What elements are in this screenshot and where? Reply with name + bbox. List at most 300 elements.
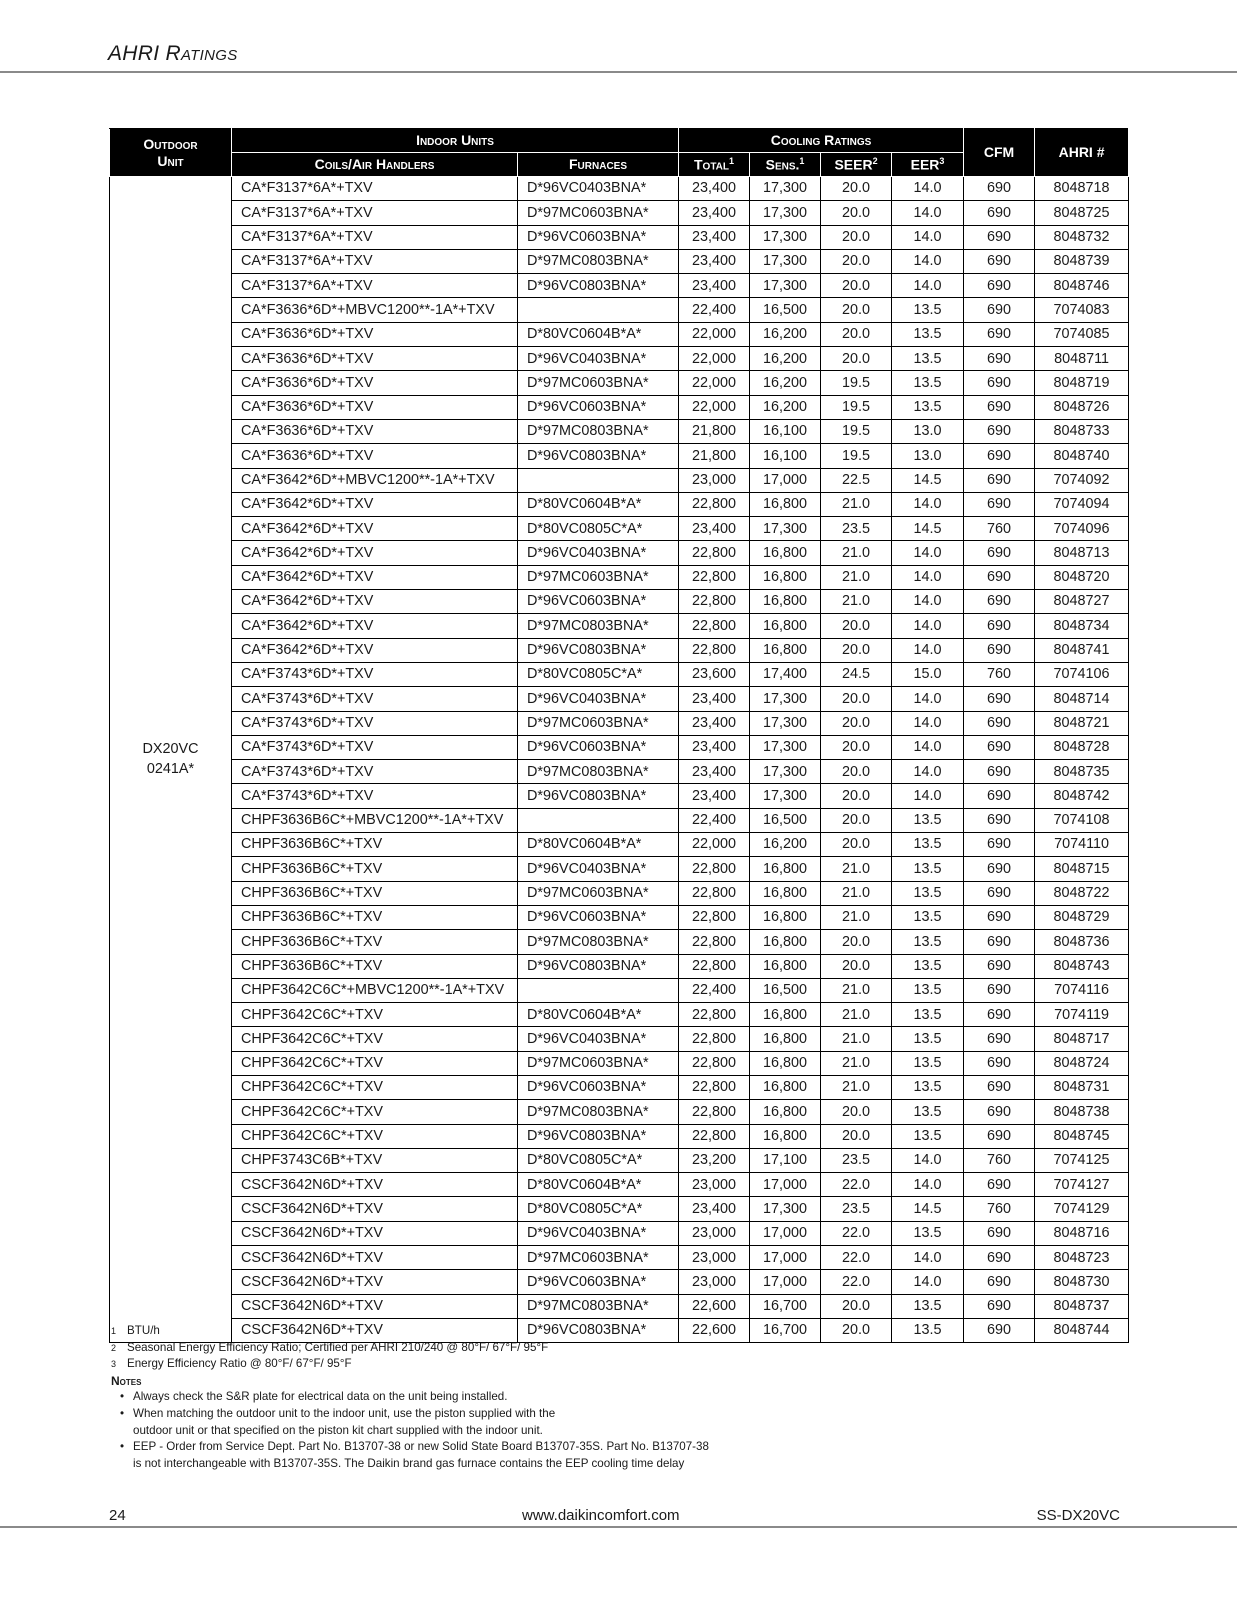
notes-list: [111, 1389, 811, 1472]
eer-cell: 13.5: [892, 930, 964, 954]
ahri-cell: 8048745: [1035, 1124, 1129, 1148]
footnote-text: BTU/h: [127, 1324, 160, 1337]
eer-cell: 14.0: [892, 590, 964, 614]
cfm-cell: 690: [964, 492, 1035, 516]
cfm-cell: 690: [964, 1246, 1035, 1270]
website-link[interactable]: www.daikincomfort.com: [522, 1507, 680, 1524]
note-text: EEP - Order from Service Dept. Part No. B13707-38 or new Solid State Board B13707-35S. Part No. B13707-38: [133, 1440, 709, 1454]
eer-cell: 13.5: [892, 1003, 964, 1027]
eer-cell: 14.0: [892, 225, 964, 249]
cfm-cell: 690: [964, 711, 1035, 735]
sens-cell: 16,800: [750, 905, 821, 929]
coil-cell: CA*F3642*6D*+TXV: [232, 638, 518, 662]
coil-cell: CA*F3636*6D*+TXV: [232, 371, 518, 395]
note-item: [111, 1439, 811, 1456]
furnace-cell: D*80VC0805C*A*: [518, 517, 679, 541]
cfm-cell: 690: [964, 735, 1035, 759]
note-item: [111, 1406, 811, 1423]
cfm-cell: 760: [964, 1148, 1035, 1172]
table-row: [110, 565, 1129, 589]
sens-cell: 16,800: [750, 1051, 821, 1075]
total-cell: 23,400: [679, 735, 750, 759]
coil-cell: CA*F3743*6D*+TXV: [232, 784, 518, 808]
coil-cell: CA*F3743*6D*+TXV: [232, 711, 518, 735]
eer-cell: 13.5: [892, 978, 964, 1002]
sens-cell: 16,500: [750, 808, 821, 832]
coil-cell: CHPF3642C6C*+TXV: [232, 1124, 518, 1148]
coil-cell: CHPF3642C6C*+TXV: [232, 1003, 518, 1027]
seer-cell: 24.5: [821, 662, 892, 686]
ahri-cell: 8048730: [1035, 1270, 1129, 1294]
notes-heading: Notes: [111, 1373, 142, 1388]
ahri-cell: 7074125: [1035, 1148, 1129, 1172]
sens-cell: 16,700: [750, 1294, 821, 1318]
cfm-cell: 690: [964, 371, 1035, 395]
furnace-cell: D*96VC0403BNA*: [518, 1221, 679, 1245]
table-body: [110, 177, 1129, 1343]
total-cell: 22,600: [679, 1294, 750, 1318]
furnace-cell: D*96VC0603BNA*: [518, 735, 679, 759]
sens-header: Sens.$^1$: [750, 153, 821, 177]
sens-cell: 16,200: [750, 833, 821, 857]
outdoor-unit-header: Outdoor Unit: [110, 129, 232, 177]
coil-cell: CA*F3642*6D*+TXV: [232, 541, 518, 565]
total-cell: 22,800: [679, 954, 750, 978]
table-row: [110, 468, 1129, 492]
bullet-icon: [111, 1423, 133, 1440]
total-cell: 22,800: [679, 492, 750, 516]
total-cell: 22,800: [679, 638, 750, 662]
ahri-cell: 8048720: [1035, 565, 1129, 589]
seer-cell: 20.0: [821, 711, 892, 735]
ahri-cell: 8048739: [1035, 249, 1129, 273]
sens-cell: 17,000: [750, 1270, 821, 1294]
cfm-cell: 690: [964, 468, 1035, 492]
footnote-mark: 3: [111, 1359, 117, 1370]
footnote-text: Energy Efficiency Ratio @ 80°F/ 67°F/ 95°F: [127, 1357, 352, 1371]
total-cell: 23,400: [679, 225, 750, 249]
note-text: Always check the S&R plate for electrical data on the unit being installed.: [133, 1390, 508, 1404]
total-cell: 22,800: [679, 1075, 750, 1099]
table-row: [110, 735, 1129, 759]
bullet-icon: •: [119, 1440, 125, 1454]
table-row: [110, 201, 1129, 225]
coil-cell: CHPF3642C6C*+TXV: [232, 1075, 518, 1099]
outdoor-unit-line: 0241A*: [146, 760, 195, 777]
eer-cell: 13.5: [892, 395, 964, 419]
page-title: AHRI Ratings: [108, 42, 238, 65]
footnote-mark: 2: [111, 1342, 117, 1353]
total-cell: 23,400: [679, 784, 750, 808]
coil-cell: CSCF3642N6D*+TXV: [232, 1197, 518, 1221]
eer-cell: 13.5: [892, 298, 964, 322]
coil-cell: CA*F3636*6D*+TXV: [232, 419, 518, 443]
coil-cell: CA*F3636*6D*+TXV: [232, 347, 518, 371]
eer-cell: 13.5: [892, 1051, 964, 1075]
furnace-cell: D*97MC0803BNA*: [518, 614, 679, 638]
cfm-cell: 690: [964, 930, 1035, 954]
cfm-cell: 690: [964, 1221, 1035, 1245]
seer-cell: 22.0: [821, 1270, 892, 1294]
eer-cell: 14.0: [892, 249, 964, 273]
outdoor-unit-line: DX20VC: [142, 741, 199, 758]
table-row: [110, 1051, 1129, 1075]
seer-cell: 23.5: [821, 517, 892, 541]
coil-cell: CHPF3636B6C*+TXV: [232, 881, 518, 905]
coil-cell: CA*F3636*6D*+TXV: [232, 322, 518, 346]
cfm-cell: 690: [964, 1124, 1035, 1148]
furnace-cell: D*96VC0403BNA*: [518, 177, 679, 201]
sens-cell: 17,000: [750, 1246, 821, 1270]
sens-cell: 17,300: [750, 201, 821, 225]
table-row: [110, 784, 1129, 808]
sens-cell: 16,200: [750, 395, 821, 419]
ahri-cell: 8048737: [1035, 1294, 1129, 1318]
seer-header: SEER$^2$: [821, 153, 892, 177]
seer-cell: 22.0: [821, 1173, 892, 1197]
seer-cell: 20.0: [821, 808, 892, 832]
table-row: [110, 1075, 1129, 1099]
coil-cell: CA*F3137*6A*+TXV: [232, 274, 518, 298]
eer-cell: 13.5: [892, 1027, 964, 1051]
ahri-cell: 8048731: [1035, 1075, 1129, 1099]
ahri-cell: 8048733: [1035, 419, 1129, 443]
sens-cell: 16,800: [750, 881, 821, 905]
sens-cell: 16,800: [750, 930, 821, 954]
ahri-cell: 8048728: [1035, 735, 1129, 759]
coil-cell: CA*F3642*6D*+TXV: [232, 590, 518, 614]
coil-cell: CA*F3137*6A*+TXV: [232, 249, 518, 273]
coil-cell: CA*F3636*6D*+TXV: [232, 444, 518, 468]
cfm-cell: 690: [964, 857, 1035, 881]
seer-cell: 20.0: [821, 274, 892, 298]
furnace-cell: D*97MC0803BNA*: [518, 1294, 679, 1318]
total-cell: 23,000: [679, 1270, 750, 1294]
furnace-cell: D*96VC0403BNA*: [518, 1027, 679, 1051]
eer-cell: 14.5: [892, 1197, 964, 1221]
total-cell: 23,400: [679, 711, 750, 735]
indoor-units-header: Indoor Units: [232, 129, 679, 153]
coil-cell: CHPF3642C6C*+TXV: [232, 1100, 518, 1124]
table-row: [110, 954, 1129, 978]
table-row: [110, 1148, 1129, 1172]
sens-cell: 16,800: [750, 954, 821, 978]
cfm-cell: 690: [964, 322, 1035, 346]
furnace-cell: D*96VC0803BNA*: [518, 274, 679, 298]
sens-cell: 16,200: [750, 347, 821, 371]
total-cell: 22,800: [679, 905, 750, 929]
eer-cell: 14.0: [892, 1148, 964, 1172]
coil-cell: CA*F3743*6D*+TXV: [232, 735, 518, 759]
sens-cell: 16,800: [750, 1124, 821, 1148]
sens-cell: 16,800: [750, 1100, 821, 1124]
ahri-cell: 8048721: [1035, 711, 1129, 735]
sens-cell: 16,800: [750, 1075, 821, 1099]
total-cell: 22,000: [679, 322, 750, 346]
furnace-cell: D*96VC0803BNA*: [518, 954, 679, 978]
total-cell: 22,800: [679, 565, 750, 589]
furnace-cell: D*96VC0603BNA*: [518, 1270, 679, 1294]
table-row: [110, 833, 1129, 857]
furnace-cell: D*97MC0603BNA*: [518, 565, 679, 589]
page-number: 24: [109, 1507, 126, 1524]
coil-cell: CHPF3642C6C*+TXV: [232, 1051, 518, 1075]
seer-cell: 20.0: [821, 201, 892, 225]
eer-cell: 14.0: [892, 1246, 964, 1270]
sens-cell: 17,300: [750, 711, 821, 735]
furnace-cell: D*96VC0803BNA*: [518, 1318, 679, 1342]
sens-cell: 17,300: [750, 249, 821, 273]
cfm-cell: 690: [964, 225, 1035, 249]
sens-cell: 17,300: [750, 225, 821, 249]
ahri-cell: 8048717: [1035, 1027, 1129, 1051]
total-cell: 23,400: [679, 274, 750, 298]
note-item: [111, 1423, 811, 1440]
cfm-cell: 690: [964, 249, 1035, 273]
table-row: [110, 1294, 1129, 1318]
table-row: [110, 590, 1129, 614]
eer-cell: 14.0: [892, 201, 964, 225]
eer-cell: 14.0: [892, 638, 964, 662]
cfm-cell: 690: [964, 1173, 1035, 1197]
ahri-cell: 7074110: [1035, 833, 1129, 857]
furnace-cell: D*96VC0603BNA*: [518, 905, 679, 929]
furnace-cell: D*96VC0403BNA*: [518, 687, 679, 711]
furnace-cell: D*96VC0803BNA*: [518, 444, 679, 468]
seer-cell: 19.5: [821, 444, 892, 468]
ahri-cell: 8048746: [1035, 274, 1129, 298]
seer-cell: 20.0: [821, 930, 892, 954]
coil-cell: CHPF3636B6C*+TXV: [232, 905, 518, 929]
coil-cell: CSCF3642N6D*+TXV: [232, 1318, 518, 1342]
furnace-cell: D*80VC0805C*A*: [518, 662, 679, 686]
table-row: [110, 517, 1129, 541]
cfm-cell: 690: [964, 1003, 1035, 1027]
furnace-cell: D*97MC0803BNA*: [518, 930, 679, 954]
ahri-cell: 8048729: [1035, 905, 1129, 929]
sens-cell: 17,300: [750, 687, 821, 711]
coil-cell: CA*F3743*6D*+TXV: [232, 662, 518, 686]
eer-cell: 13.5: [892, 371, 964, 395]
eer-cell: 13.0: [892, 444, 964, 468]
seer-cell: 22.0: [821, 1221, 892, 1245]
cfm-cell: 690: [964, 1270, 1035, 1294]
ahri-cell: 7074129: [1035, 1197, 1129, 1221]
cfm-cell: 760: [964, 517, 1035, 541]
ahri-cell: 8048722: [1035, 881, 1129, 905]
sens-cell: 16,800: [750, 1003, 821, 1027]
total-cell: 22,800: [679, 857, 750, 881]
total-cell: 22,400: [679, 298, 750, 322]
eer-cell: 14.0: [892, 565, 964, 589]
seer-cell: 22.0: [821, 1246, 892, 1270]
sens-cell: 17,300: [750, 760, 821, 784]
furnace-cell: D*97MC0803BNA*: [518, 249, 679, 273]
furnace-cell: D*96VC0803BNA*: [518, 638, 679, 662]
eer-cell: 13.5: [892, 808, 964, 832]
coil-cell: CHPF3636B6C*+TXV: [232, 954, 518, 978]
total-cell: 22,400: [679, 808, 750, 832]
cfm-cell: 690: [964, 954, 1035, 978]
table-row: [110, 419, 1129, 443]
sens-cell: 16,500: [750, 298, 821, 322]
total-cell: 23,000: [679, 1246, 750, 1270]
eer-cell: 13.5: [892, 954, 964, 978]
eer-cell: 14.0: [892, 614, 964, 638]
footnote: [111, 1356, 811, 1373]
cfm-cell: 760: [964, 1197, 1035, 1221]
footnote-text: Seasonal Energy Efficiency Ratio; Certified per AHRI 210/240 @ 80°F/ 67°F/ 95°F: [127, 1340, 549, 1354]
furnace-cell: D*80VC0805C*A*: [518, 1148, 679, 1172]
ahri-cell: 7074083: [1035, 298, 1129, 322]
table-row: [110, 687, 1129, 711]
coil-cell: CSCF3642N6D*+TXV: [232, 1270, 518, 1294]
cfm-cell: 690: [964, 347, 1035, 371]
cfm-cell: 690: [964, 638, 1035, 662]
eer-cell: 15.0: [892, 662, 964, 686]
ahri-cell: 8048743: [1035, 954, 1129, 978]
coil-cell: CA*F3636*6D*+TXV: [232, 395, 518, 419]
table-row: [110, 347, 1129, 371]
ahri-cell: 8048736: [1035, 930, 1129, 954]
eer-cell: 13.5: [892, 1124, 964, 1148]
seer-cell: 20.0: [821, 1100, 892, 1124]
seer-cell: 21.0: [821, 590, 892, 614]
sens-cell: 17,400: [750, 662, 821, 686]
seer-cell: 20.0: [821, 638, 892, 662]
coil-cell: CSCF3642N6D*+TXV: [232, 1173, 518, 1197]
seer-cell: 20.0: [821, 322, 892, 346]
table-row: [110, 711, 1129, 735]
sens-cell: 17,300: [750, 177, 821, 201]
cfm-cell: 690: [964, 687, 1035, 711]
cfm-cell: 690: [964, 1294, 1035, 1318]
total-cell: 23,400: [679, 1197, 750, 1221]
eer-cell: 13.5: [892, 905, 964, 929]
cfm-cell: 690: [964, 881, 1035, 905]
sens-cell: 17,000: [750, 1173, 821, 1197]
cfm-cell: 690: [964, 978, 1035, 1002]
table-row: [110, 1124, 1129, 1148]
eer-cell: 14.5: [892, 517, 964, 541]
outdoor-unit-cell: [110, 177, 232, 1343]
total-cell: 23,400: [679, 760, 750, 784]
seer-cell: 21.0: [821, 565, 892, 589]
coils-air-handlers-header: Coils/Air Handlers: [232, 153, 518, 177]
coil-cell: CA*F3137*6A*+TXV: [232, 177, 518, 201]
eer-cell: 13.0: [892, 419, 964, 443]
bullet-icon: •: [119, 1406, 125, 1420]
furnace-cell: D*97MC0603BNA*: [518, 711, 679, 735]
table-row: [110, 492, 1129, 516]
table-row: [110, 808, 1129, 832]
furnace-cell: D*96VC0603BNA*: [518, 1075, 679, 1099]
table-row: [110, 857, 1129, 881]
eer-cell: 14.0: [892, 784, 964, 808]
sens-cell: 16,800: [750, 638, 821, 662]
table-row: [110, 1027, 1129, 1051]
eer-cell: 14.0: [892, 177, 964, 201]
eer-cell: 14.0: [892, 274, 964, 298]
header-rule: [0, 71, 1237, 73]
table-row: [110, 274, 1129, 298]
note-text: When matching the outdoor unit to the indoor unit, use the piston supplied with the: [133, 1406, 556, 1420]
sens-cell: 16,800: [750, 590, 821, 614]
ahri-cell: 8048744: [1035, 1318, 1129, 1342]
ahri-cell: 8048714: [1035, 687, 1129, 711]
furnace-cell: D*96VC0403BNA*: [518, 857, 679, 881]
table-row: [110, 225, 1129, 249]
total-cell: 23,400: [679, 687, 750, 711]
furnace-cell: D*80VC0604B*A*: [518, 833, 679, 857]
sens-cell: 16,200: [750, 371, 821, 395]
total-cell: 22,000: [679, 347, 750, 371]
seer-cell: 21.0: [821, 1027, 892, 1051]
ahri-cell: 8048726: [1035, 395, 1129, 419]
sens-cell: 17,300: [750, 1197, 821, 1221]
eer-cell: 14.0: [892, 541, 964, 565]
sens-cell: 16,800: [750, 541, 821, 565]
cfm-cell: 690: [964, 590, 1035, 614]
note-text: is not interchangeable with B13707-35S. The Daikin brand gas furnace contains the EEP cooling time delay: [133, 1456, 685, 1470]
ahri-cell: 7074116: [1035, 978, 1129, 1002]
seer-cell: 20.0: [821, 614, 892, 638]
ahri-cell: 8048716: [1035, 1221, 1129, 1245]
sens-cell: 17,300: [750, 784, 821, 808]
ahri-cell: 7074085: [1035, 322, 1129, 346]
seer-cell: 23.5: [821, 1148, 892, 1172]
footnote-list: [111, 1323, 811, 1373]
footnote: [111, 1340, 811, 1357]
document-code: SS-DX20VC: [1036, 1507, 1120, 1524]
eer-cell: 14.0: [892, 735, 964, 759]
ahri-ratings-table: [109, 128, 1129, 1343]
total-cell: 22,800: [679, 1027, 750, 1051]
eer-cell: 14.0: [892, 492, 964, 516]
table-row: [110, 249, 1129, 273]
cfm-cell: 690: [964, 760, 1035, 784]
ahri-cell: 7074096: [1035, 517, 1129, 541]
ahri-cell: 8048732: [1035, 225, 1129, 249]
seer-cell: 20.0: [821, 954, 892, 978]
total-cell: 22,800: [679, 1051, 750, 1075]
total-cell: 22,800: [679, 590, 750, 614]
furnace-cell: D*96VC0403BNA*: [518, 541, 679, 565]
coil-cell: CHPF3636B6C*+TXV: [232, 930, 518, 954]
coil-cell: CA*F3642*6D*+TXV: [232, 492, 518, 516]
total-cell: 22,400: [679, 978, 750, 1002]
coil-cell: CA*F3636*6D*+MBVC1200**-1A*+TXV: [232, 298, 518, 322]
furnace-cell: [518, 298, 679, 322]
sens-cell: 16,500: [750, 978, 821, 1002]
ahri-cell: 8048735: [1035, 760, 1129, 784]
seer-cell: 21.0: [821, 978, 892, 1002]
furnace-cell: D*80VC0604B*A*: [518, 322, 679, 346]
table-row: [110, 1173, 1129, 1197]
furnace-cell: D*96VC0403BNA*: [518, 347, 679, 371]
total-cell: 22,000: [679, 395, 750, 419]
bullet-icon: [111, 1456, 133, 1473]
cfm-cell: 690: [964, 1318, 1035, 1342]
furnace-cell: D*97MC0603BNA*: [518, 201, 679, 225]
seer-cell: 21.0: [821, 1003, 892, 1027]
seer-cell: 21.0: [821, 1075, 892, 1099]
sens-cell: 17,300: [750, 517, 821, 541]
seer-cell: 20.0: [821, 833, 892, 857]
cfm-cell: 690: [964, 808, 1035, 832]
ahri-cell: 8048734: [1035, 614, 1129, 638]
furnace-cell: D*96VC0803BNA*: [518, 784, 679, 808]
